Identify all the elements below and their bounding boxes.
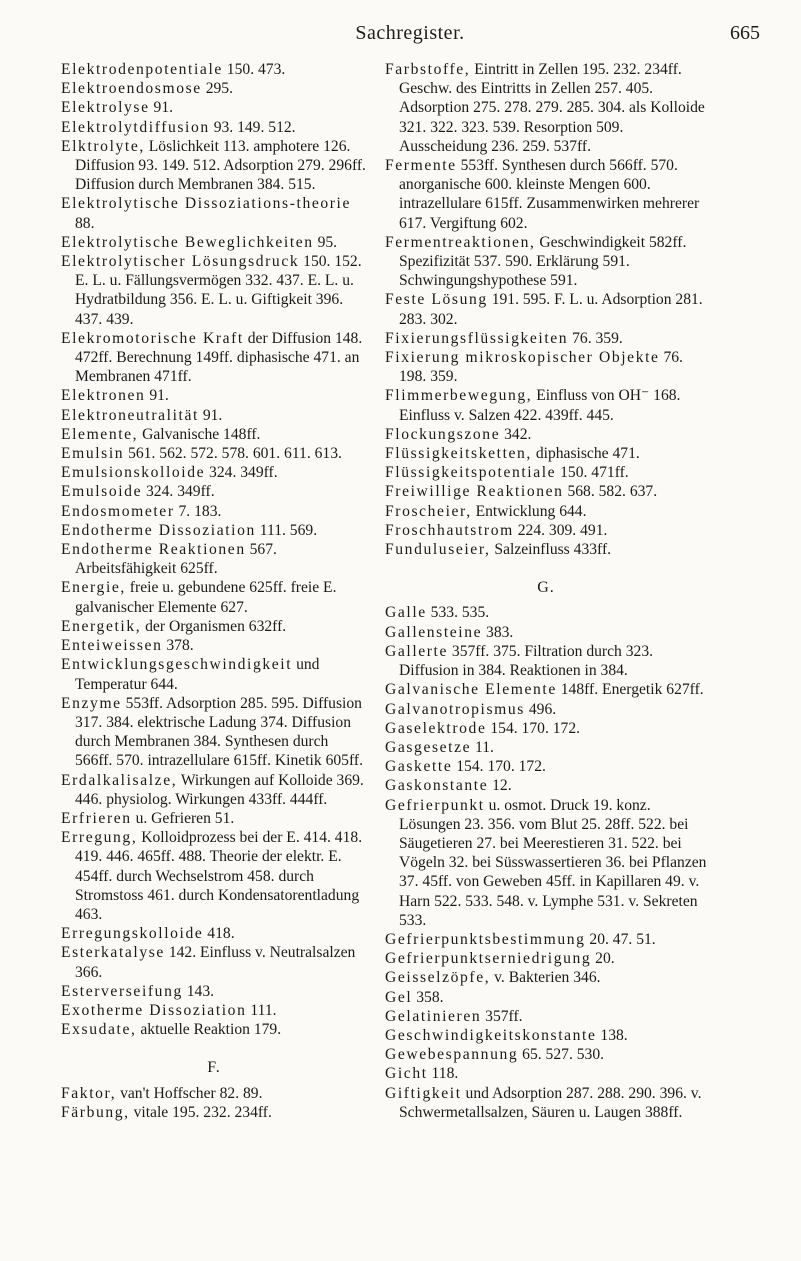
entry-references: 111. 569. bbox=[255, 521, 318, 539]
entry-term: Gefrierpunkt bbox=[385, 796, 485, 814]
entry-term: Elektrolyse bbox=[61, 99, 150, 117]
index-entry bbox=[61, 809, 367, 828]
entry-term: Fixierungsflüssigkeiten bbox=[385, 329, 569, 347]
index-entry bbox=[61, 1103, 367, 1122]
entry-term: Gaskonstante bbox=[385, 777, 489, 795]
entry-term: Elektrolytischer Lösungsdruck bbox=[61, 253, 300, 271]
entry-references: 191. 595. F. L. u. Adsorption 281. 283. 302. bbox=[399, 291, 703, 328]
entry-references: Einfluss von OH⁻ 168. Einfluss v. Salzen 422. 439ff. 445. bbox=[399, 387, 681, 424]
entry-term: Emulsionskolloide bbox=[61, 464, 206, 482]
page-number: 665 bbox=[730, 22, 760, 44]
index-entry bbox=[385, 623, 707, 642]
entry-references: der Diffusion 148. 472ff. Berechnung 149ff. diphasische 471. an Membranen 471ff. bbox=[75, 329, 363, 386]
index-entry bbox=[61, 329, 367, 387]
entry-term: Erregungskolloide bbox=[61, 925, 204, 943]
index-entry bbox=[61, 79, 367, 98]
entry-references: 324. 349ff. bbox=[142, 483, 215, 501]
index-entry bbox=[61, 425, 367, 444]
index-entry bbox=[61, 482, 367, 501]
entry-references: Eintritt in Zellen 195. 232. 234ff. Geschw. des Eintritts in Zellen 257. 405. Adsorption 275. 278. 279. 285. 304. als Kolloide 321. 322. 323. 539. Resorption 509. Ausscheidung 236. 259. 537ff. bbox=[399, 61, 705, 155]
page-header bbox=[60, 22, 760, 44]
entry-references: 553ff. Synthesen durch 566ff. 570. anorganische 600. kleinste Mengen 600. intrazellulare 615ff. Zusammenwirken mehrerer 617. Vergiftung 602. bbox=[399, 157, 700, 232]
entry-references: v. Bakterien 346. bbox=[490, 969, 601, 987]
index-entry bbox=[61, 924, 367, 943]
entry-references: 568. 582. 637. bbox=[563, 483, 658, 501]
index-entry bbox=[385, 329, 707, 348]
entry-term: Elekromotorische Kraft bbox=[61, 329, 244, 347]
index-entry bbox=[385, 463, 707, 482]
index-entry bbox=[385, 949, 707, 968]
index-entry bbox=[385, 540, 707, 559]
index-entry bbox=[61, 386, 367, 405]
letter-heading: G. bbox=[537, 579, 555, 597]
index-entry bbox=[385, 444, 707, 463]
entry-references: 91. bbox=[198, 406, 223, 424]
entry-references: 143. bbox=[182, 982, 215, 1000]
entry-term: Erfrieren bbox=[61, 809, 132, 827]
index-entry bbox=[385, 502, 707, 521]
entry-term: Elektrolytische Dissoziations-theorie bbox=[61, 195, 352, 213]
entry-references: Salzeinfluss 433ff. bbox=[490, 541, 612, 559]
entry-references: van't Hoffscher 82. 89. bbox=[116, 1084, 263, 1102]
header-title: Sachregister. bbox=[355, 22, 465, 44]
index-entry bbox=[385, 60, 707, 156]
index-entry bbox=[61, 943, 367, 981]
entry-references: 148ff. Energetik 627ff. bbox=[556, 681, 704, 699]
index-entry bbox=[385, 348, 707, 386]
entry-references: 111. bbox=[246, 1001, 277, 1019]
entry-term: Enteiweissen bbox=[61, 637, 163, 655]
entry-term: Gefrierpunktserniedrigung bbox=[385, 950, 592, 968]
entry-term: Elektroendosmose bbox=[61, 80, 202, 98]
entry-references: 357ff. bbox=[481, 1007, 523, 1025]
entry-references: der Organismen 632ff. bbox=[141, 617, 287, 635]
index-entry bbox=[385, 233, 707, 291]
index-entry bbox=[385, 776, 707, 795]
entry-references: 76. 198. 359. bbox=[399, 349, 683, 386]
entry-references: 533. 535. bbox=[426, 604, 490, 622]
entry-term: Erdalkalisalze, bbox=[61, 771, 178, 789]
entry-term: Endotherme Reaktionen bbox=[61, 541, 246, 559]
entry-references: 88. bbox=[75, 214, 95, 232]
entry-term: Geschwindigkeitskonstante bbox=[385, 1026, 597, 1044]
entry-references: Entwicklung 644. bbox=[471, 502, 587, 520]
entry-term: Enzyme bbox=[61, 694, 122, 712]
entry-references: 150. 152. E. L. u. Fällungsvermögen 332. 437. E. L. u. Hydratbildung 356. E. L. u. Giftigkeit 396. 437. 439. bbox=[75, 253, 362, 328]
entry-references: 154. 170. 172. bbox=[452, 758, 546, 776]
index-entry bbox=[385, 156, 707, 233]
entry-references: 11. bbox=[471, 738, 494, 756]
index-entry bbox=[385, 386, 707, 424]
entry-term: Gefrierpunktsbestimmung bbox=[385, 930, 586, 948]
entry-references: Kolloidprozess bei der E. 414. 418. 419. 446. 465ff. 488. Theorie der elektr. E. 454ff. durch Wechselstrom 458. durch Stromstoss 461. durch Kondensatorentladung 463. bbox=[75, 829, 363, 923]
entry-term: Elektrolytdiffusion bbox=[61, 118, 210, 136]
entry-references: 150. 473. bbox=[222, 61, 286, 78]
index-entry bbox=[385, 1045, 707, 1064]
entry-references: 342. bbox=[500, 425, 532, 443]
entry-references: 95. bbox=[313, 233, 338, 251]
entry-term: Flimmerbewegung, bbox=[385, 387, 533, 405]
index-entry bbox=[61, 1020, 367, 1039]
index-entry bbox=[385, 521, 707, 540]
index-entry bbox=[385, 482, 707, 501]
entry-references: aktuelle Reaktion 179. bbox=[136, 1021, 282, 1039]
index-entry bbox=[61, 98, 367, 117]
index-entry bbox=[61, 521, 367, 540]
entry-references: diphasische 471. bbox=[531, 445, 640, 463]
entry-references: 553ff. Adsorption 285. 595. Diffusion 317. 384. elektrische Ladung 374. Diffusion durch Membranen 384. Synthesen durch 566ff. 570. intrazellulare 615ff. Kinetik 605ff. bbox=[75, 694, 363, 770]
entry-term: Feste Lösung bbox=[385, 291, 488, 309]
entry-references: 65. 527. 530. bbox=[518, 1046, 605, 1064]
entry-term: Fermente bbox=[385, 157, 457, 175]
entry-term: Geisselzöpfe, bbox=[385, 969, 491, 987]
entry-references: 76. 359. bbox=[568, 329, 623, 347]
entry-term: Freiwillige Reaktionen bbox=[385, 483, 564, 501]
entry-term: Gallerte bbox=[385, 642, 449, 660]
entry-references: 12. bbox=[488, 777, 512, 795]
entry-references: 383. bbox=[482, 623, 514, 641]
index-entry bbox=[61, 137, 367, 195]
entry-references: freie u. gebundene 625ff. freie E. galvanischer Elemente 627. bbox=[75, 579, 337, 616]
entry-term: Gewebespannung bbox=[385, 1046, 519, 1064]
index-entry bbox=[61, 655, 367, 693]
entry-term: Erregung, bbox=[61, 829, 138, 847]
index-entry bbox=[61, 406, 367, 425]
index-entry bbox=[61, 694, 367, 771]
index-entry bbox=[385, 757, 707, 776]
entry-references: und Temperatur 644. bbox=[75, 656, 320, 693]
entry-term: Exsudate, bbox=[61, 1021, 137, 1039]
index-entry bbox=[385, 1007, 707, 1026]
entry-references: 150. 471ff. bbox=[556, 464, 629, 482]
entry-term: Energetik, bbox=[61, 617, 142, 635]
entry-references: 561. 562. 572. 578. 601. 611. 613. bbox=[124, 445, 342, 463]
entry-term: Elektronen bbox=[61, 387, 146, 405]
entry-references: u. osmot. Druck 19. konz. Lösungen 23. 356. vom Blut 25. 28ff. 522. bei Säugetieren 27. bei Meerestieren 31. 522. bei Vögeln 32. bei Süsswassertieren 36. bei Pflanzen 37. 45ff. von Geweben 45ff. in Kapillaren 49. v. Harn 522. 533. 548. v. Lymphe 531. v. Sekreten 533. bbox=[399, 796, 707, 929]
entry-term: Froschhautstrom bbox=[385, 521, 514, 539]
index-entry bbox=[385, 738, 707, 757]
index-entry bbox=[61, 578, 367, 616]
index-entry bbox=[61, 636, 367, 655]
entry-term: Fermentreaktionen, bbox=[385, 233, 536, 251]
index-entry bbox=[385, 930, 707, 949]
entry-term: Emulsoide bbox=[61, 483, 143, 501]
index-entry bbox=[385, 1064, 707, 1083]
index-entry bbox=[385, 603, 707, 622]
entry-term: Farbstoffe, bbox=[385, 61, 471, 78]
entry-term: Gelatinieren bbox=[385, 1007, 482, 1025]
entry-references: 567. Arbeitsfähigkeit 625ff. bbox=[75, 541, 277, 578]
entry-term: Emulsin bbox=[61, 445, 125, 463]
index-entry bbox=[385, 700, 707, 719]
entry-references: 357ff. 375. Filtration durch 323. Diffusion in 384. Reaktionen in 384. bbox=[399, 642, 654, 680]
entry-term: Galle bbox=[385, 604, 427, 622]
index-entry bbox=[385, 968, 707, 987]
entry-term: Giftigkeit bbox=[385, 1084, 462, 1102]
index-entry bbox=[61, 982, 367, 1001]
index-entry bbox=[385, 1084, 707, 1122]
index-entry bbox=[61, 1001, 367, 1020]
index-entry bbox=[61, 502, 367, 521]
entry-term: Galvanische Elemente bbox=[385, 681, 557, 699]
entry-term: Elektrodenpotentiale bbox=[61, 61, 223, 78]
entry-term: Färbung, bbox=[61, 1103, 130, 1121]
index-entry bbox=[385, 425, 707, 444]
index-entry bbox=[61, 463, 367, 482]
index-entry bbox=[61, 233, 367, 252]
entry-references: vitale 195. 232. 234ff. bbox=[129, 1103, 272, 1121]
index-entry bbox=[61, 540, 367, 578]
index-entry bbox=[385, 290, 707, 328]
entry-references: u. Gefrieren 51. bbox=[131, 809, 235, 827]
index-entry bbox=[61, 617, 367, 636]
index-entry bbox=[61, 444, 367, 463]
entry-references: 154. 170. 172. bbox=[486, 719, 581, 737]
index-entry bbox=[385, 1026, 707, 1045]
entry-references: und Adsorption 287. 288. 290. 396. v. Schwermetallsalzen, Säuren u. Laugen 388ff. bbox=[399, 1084, 702, 1121]
entry-references: 91. bbox=[145, 387, 169, 405]
entry-references: 496. bbox=[524, 700, 557, 718]
entry-references: 324. 349ff. bbox=[205, 464, 278, 482]
entry-term: Gicht bbox=[385, 1065, 428, 1083]
entry-references: 118. bbox=[427, 1065, 459, 1083]
letter-heading: F. bbox=[207, 1059, 221, 1077]
entry-term: Entwicklungsgeschwindigkeit bbox=[61, 656, 293, 674]
entry-term: Endosmometer bbox=[61, 502, 175, 520]
index-entry bbox=[61, 118, 367, 137]
index-entry bbox=[61, 252, 367, 329]
entry-references: 20. bbox=[591, 950, 615, 968]
entry-references: 378. bbox=[162, 637, 194, 655]
entry-term: Elktrolyte, bbox=[61, 137, 145, 155]
entry-term: Exotherme Dissoziation bbox=[61, 1001, 247, 1019]
entry-references: Galvanische 148ff. bbox=[138, 425, 261, 443]
right-column bbox=[385, 60, 707, 1122]
entry-references: 418. bbox=[203, 925, 235, 943]
index-entry bbox=[385, 796, 707, 930]
index-entry bbox=[61, 194, 367, 232]
entry-term: Esterverseifung bbox=[61, 982, 183, 1000]
index-entry bbox=[61, 828, 367, 924]
entry-term: Elemente, bbox=[61, 425, 139, 443]
entry-term: Endotherme Dissoziation bbox=[61, 521, 256, 539]
entry-term: Galvanotropismus bbox=[385, 700, 525, 718]
index-entry bbox=[385, 680, 707, 699]
entry-references: 138. bbox=[596, 1026, 628, 1044]
entry-term: Gasgesetze bbox=[385, 738, 472, 756]
index-entry bbox=[385, 642, 707, 680]
entry-references: 358. bbox=[412, 988, 444, 1006]
entry-term: Flüssigkeitsketten, bbox=[385, 445, 532, 463]
entry-term: Gaselektrode bbox=[385, 719, 487, 737]
entry-references: Löslichkeit 113. amphotere 126. Diffusion 93. 149. 512. Adsorption 279. 296ff. Diffusion durch Membranen 384. 515. bbox=[75, 137, 366, 194]
index-entry bbox=[61, 1084, 367, 1103]
entry-references: 91. bbox=[149, 99, 174, 117]
entry-term: Funduluseier, bbox=[385, 541, 491, 559]
index-entry bbox=[385, 988, 707, 1007]
entry-term: Gel bbox=[385, 988, 413, 1006]
entry-term: Fixierung mikroskopischer Objekte bbox=[385, 349, 660, 367]
entry-references: 20. 47. 51. bbox=[585, 930, 656, 948]
entry-term: Elektroneutralität bbox=[61, 406, 199, 424]
entry-references: Geschwindigkeit 582ff. Spezifizität 537. 590. Erklärung 591. Schwingungshypothese 591. bbox=[399, 233, 687, 290]
entry-term: Flüssigkeitspotentiale bbox=[385, 464, 557, 482]
index-entry bbox=[61, 771, 367, 809]
entry-term: Esterkatalyse bbox=[61, 944, 165, 962]
index-entry bbox=[385, 719, 707, 738]
left-column bbox=[61, 60, 367, 1122]
entry-references: 224. 309. 491. bbox=[513, 521, 608, 539]
entry-references: 142. Einfluss v. Neutralsalzen 366. bbox=[75, 944, 356, 981]
entry-term: Gaskette bbox=[385, 758, 453, 776]
entry-term: Gallensteine bbox=[385, 623, 483, 641]
entry-references: 7. 183. bbox=[174, 502, 222, 520]
index-entry bbox=[61, 60, 367, 79]
entry-term: Flockungszone bbox=[385, 425, 501, 443]
entry-term: Faktor, bbox=[61, 1084, 117, 1102]
entry-references: 295. bbox=[201, 80, 233, 98]
entry-references: Wirkungen auf Kolloide 369. 446. physiolog. Wirkungen 433ff. 444ff. bbox=[75, 771, 364, 808]
entry-references: 93. 149. 512. bbox=[209, 118, 296, 136]
entry-term: Froscheier, bbox=[385, 502, 472, 520]
entry-term: Energie, bbox=[61, 579, 126, 597]
entry-term: Elektrolytische Beweglichkeiten bbox=[61, 233, 314, 251]
